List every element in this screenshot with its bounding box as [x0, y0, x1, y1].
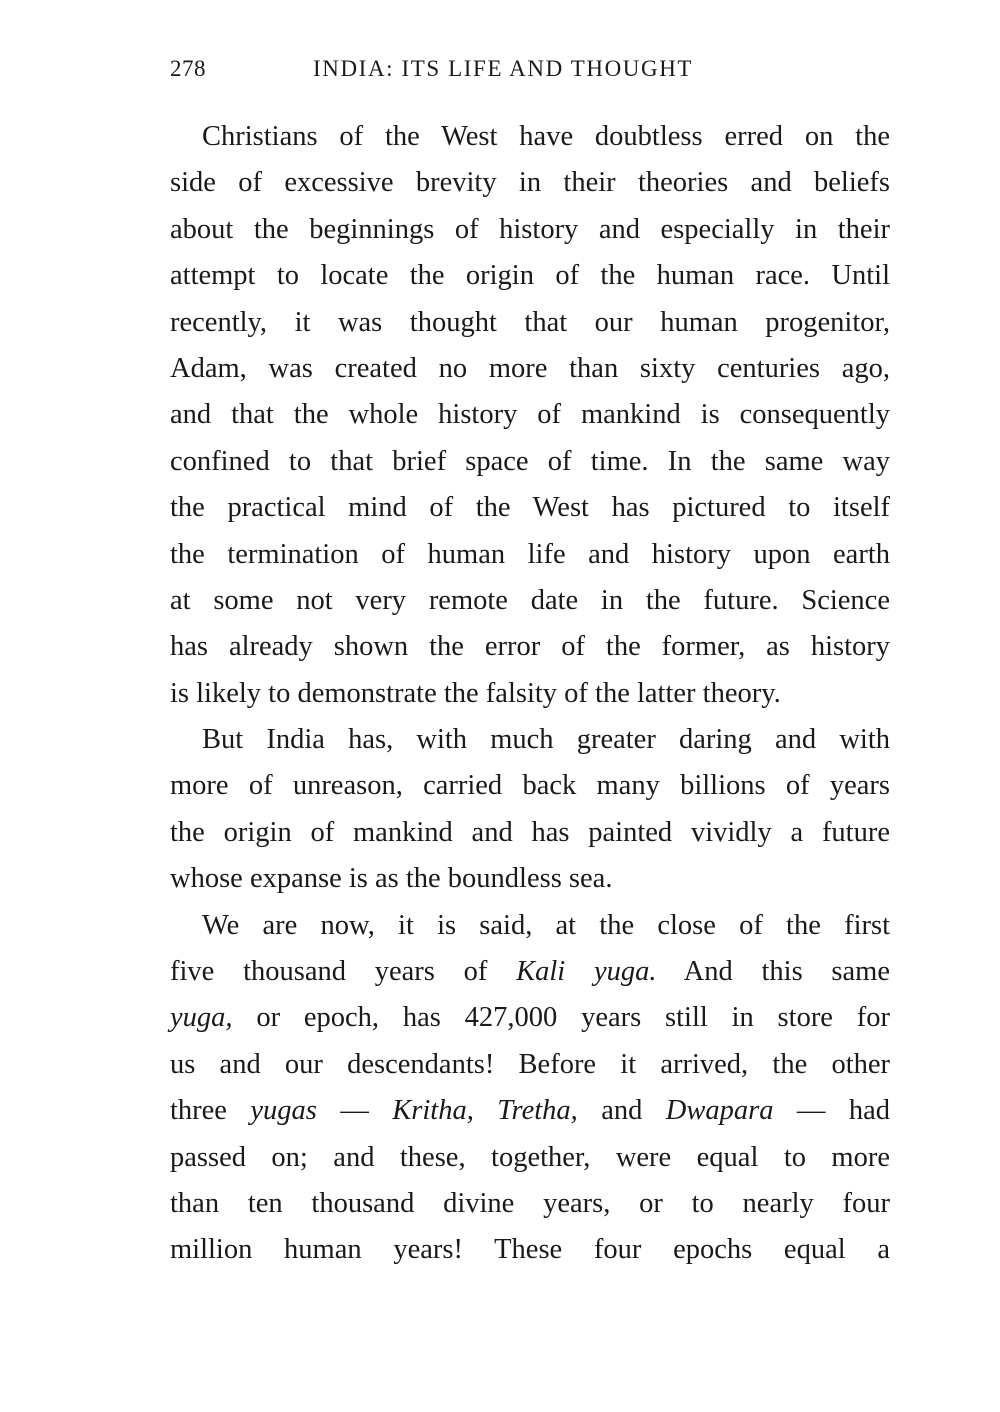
text-run: or epoch, has 427,000 years still in store for [232, 1002, 890, 1034]
page-number: 278 [170, 56, 206, 81]
text-line: the origin of mankind and has painted vividly a future [170, 816, 890, 848]
text-line [170, 949, 890, 995]
running-title: INDIA: ITS LIFE AND THOUGHT [313, 56, 694, 81]
text-run: three [170, 1095, 251, 1127]
text-line: recently, it was thought that our human progenitor, [170, 306, 890, 338]
sanskrit-term: yugas [250, 1095, 317, 1127]
text-run: And this same [656, 956, 890, 988]
text-line: Adam, was created no more than sixty centuries ago, [170, 352, 890, 384]
sanskrit-term: Kali yuga. [516, 956, 657, 988]
text-line: the practical mind of the West has pictured to itself [170, 492, 890, 524]
text-line: attempt to locate the origin of the human race. Until [170, 260, 890, 292]
paragraph-3 [170, 903, 890, 1274]
sanskrit-term: Dwapara [665, 1095, 774, 1127]
text-line: about the beginnings of history and especially in their [170, 213, 890, 245]
text-line: side of excessive brevity in their theories and beliefs [170, 167, 890, 199]
text-run [474, 1095, 497, 1126]
text-line: is likely to demonstrate the falsity of the latter theory. [170, 677, 781, 709]
paragraph-2 [170, 717, 890, 903]
body-text [170, 114, 890, 1274]
sanskrit-term: yuga, [170, 1002, 233, 1034]
text-line: has already shown the error of the former, as history [170, 631, 890, 663]
text-run: — had [773, 1095, 890, 1127]
text-line: We are now, it is said, at the close of the first [202, 909, 890, 941]
text-line: us and our descendants! Before it arrived, the other [170, 1048, 890, 1080]
paragraph-1 [170, 114, 890, 717]
text-line: But India has, with much greater daring and with [202, 724, 890, 756]
text-line: passed on; and these, together, were equal to more [170, 1141, 890, 1173]
text-line [170, 1088, 890, 1134]
text-line: more of unreason, carried back many billions of years [170, 770, 890, 802]
text-line: than ten thousand divine years, or to nearly four [170, 1187, 890, 1219]
text-line: whose expanse is as the boundless sea. [170, 863, 613, 895]
text-run: five thousand years of [170, 956, 517, 988]
text-run: — [316, 1095, 393, 1127]
sanskrit-term: Tretha, [497, 1095, 578, 1127]
text-line: confined to that brief space of time. In the same way [170, 445, 890, 477]
text-line: the termination of human life and history upon earth [170, 538, 890, 570]
text-line [170, 995, 890, 1041]
text-line: and that the whole history of mankind is consequently [170, 399, 890, 431]
sanskrit-term: Kritha, [392, 1095, 474, 1127]
text-line: Christians of the West have doubtless erred on the [202, 121, 890, 152]
text-run: and [577, 1095, 666, 1127]
text-line: at some not very remote date in the future. Science [170, 584, 890, 616]
running-head [170, 56, 890, 86]
text-line: million human years! These four epochs equal a [170, 1234, 890, 1266]
